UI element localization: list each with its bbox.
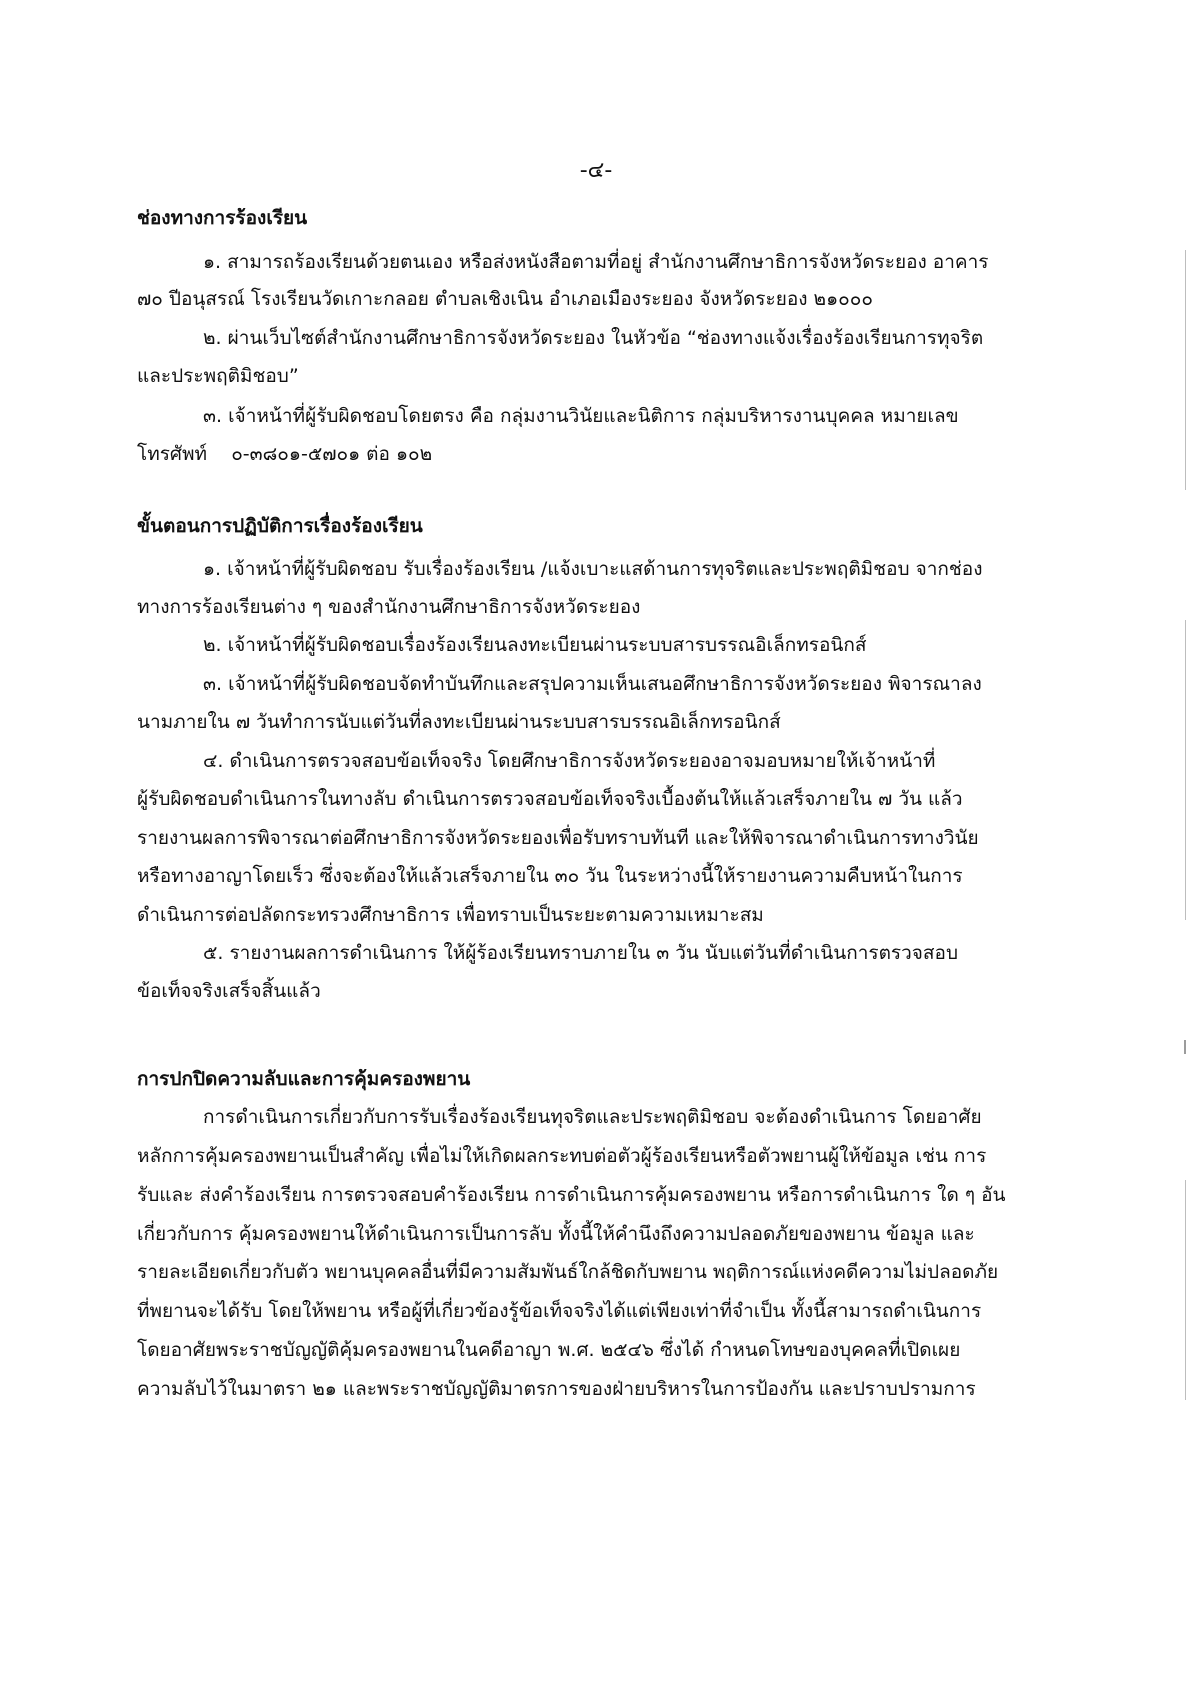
paragraph-line: ๑. สามารถร้องเรียนด้วยตนเอง หรือส่งหนังสือตามที่อยู่ สำนักงานศึกษาธิการจังหวัดระยอง อาคาร: [203, 251, 989, 273]
paragraph-line: ที่พยานจะได้รับ โดยให้พยาน หรือผู้ที่เกี่ยวข้องรู้ข้อเท็จจริงได้แต่เพียงเท่าที่จำเป็น ทั้งนี้สามารถดำเนินการ: [137, 1300, 982, 1322]
paragraph-line: ๑. เจ้าหน้าที่ผู้รับผิดชอบ รับเรื่องร้องเรียน /แจ้งเบาะแสด้านการทุจริตและประพฤติมิชอบ จากช่อง: [203, 558, 983, 580]
scan-edge-mark: [1184, 1040, 1186, 1054]
paragraph-line: เกี่ยวกับการ คุ้มครองพยานให้ดำเนินการเป็นการลับ ทั้งนี้ให้คำนึงถึงความปลอดภัยของพยาน ข้อมูล และ: [137, 1223, 975, 1245]
paragraph-line: ๒. เจ้าหน้าที่ผู้รับผิดชอบเรื่องร้องเรียนลงทะเบียนผ่านระบบสารบรรณอิเล็กทรอนิกส์: [203, 634, 867, 656]
paragraph-line: นามภายใน ๗ วันทำการนับแต่วันที่ลงทะเบียนผ่านระบบสารบรรณอิเล็กทรอนิกส์: [137, 711, 781, 733]
paragraph-line: ๒. ผ่านเว็บไซต์สำนักงานศึกษาธิการจังหวัดระยอง ในหัวข้อ “ช่องทางแจ้งเรื่องร้องเรียนการทุจริต: [203, 327, 984, 349]
paragraph-line: รายงานผลการพิจารณาต่อศึกษาธิการจังหวัดระยองเพื่อรับทราบทันที และให้พิจารณาดำเนินการทางวินัย: [137, 827, 979, 849]
paragraph-line: ความลับไว้ในมาตรา ๒๑ และพระราชบัญญัติมาตรการของฝ่ายบริหารในการป้องกัน และปราบปรามการ: [137, 1378, 976, 1400]
section-heading: การปกปิดความลับและการคุ้มครองพยาน: [137, 1068, 471, 1090]
paragraph-line: ๗๐ ปีอนุสรณ์ โรงเรียนวัดเกาะกลอย ตำบลเชิงเนิน อำเภอเมืองระยอง จังหวัดระยอง ๒๑๐๐๐: [137, 288, 873, 310]
scan-edge-line: [1185, 620, 1186, 920]
paragraph-line: ทางการร้องเรียนต่าง ๆ ของสำนักงานศึกษาธิการจังหวัดระยอง: [137, 596, 641, 618]
paragraph-line: ข้อเท็จจริงเสร็จสิ้นแล้ว: [137, 980, 321, 1002]
paragraph-line: ดำเนินการต่อปลัดกระทรวงศึกษาธิการ เพื่อทราบเป็นระยะตามความเหมาะสม: [137, 904, 764, 926]
paragraph-line: ๓. เจ้าหน้าที่ผู้รับผิดชอบจัดทำบันทึกและสรุปความเห็นเสนอศึกษาธิการจังหวัดระยอง พิจารณาลง: [203, 673, 982, 695]
paragraph-line: หลักการคุ้มครองพยานเป็นสำคัญ เพื่อไม่ให้เกิดผลกระทบต่อตัวผู้ร้องเรียนหรือตัวพยานผู้ให้ข้อมูล เช่น การ: [137, 1145, 987, 1167]
paragraph-line: ผู้รับผิดชอบดำเนินการในทางลับ ดำเนินการตรวจสอบข้อเท็จจริงเบื้องต้นให้แล้วเสร็จภายใน ๗ วัน แล้ว: [137, 788, 963, 810]
section-heading: ขั้นตอนการปฏิบัติการเรื่องร้องเรียน: [137, 515, 423, 537]
paragraph-line: และประพฤติมิชอบ”: [137, 365, 299, 387]
paragraph-line: การดำเนินการเกี่ยวกับการรับเรื่องร้องเรียนทุจริตและประพฤติมิชอบ จะต้องดำเนินการ โดยอาศัย: [203, 1106, 982, 1128]
paragraph-line: หรือทางอาญาโดยเร็ว ซึ่งจะต้องให้แล้วเสร็จภายใน ๓๐ วัน ในระหว่างนี้ให้รายงานความคืบหน้าในการ: [137, 865, 963, 887]
section-heading: ช่องทางการร้องเรียน: [137, 207, 308, 229]
scan-edge-line: [1185, 1180, 1186, 1400]
paragraph-line: ๕. รายงานผลการดำเนินการ ให้ผู้ร้องเรียนทราบภายใน ๓ วัน นับแต่วันที่ดำเนินการตรวจสอบ: [203, 942, 958, 964]
scan-edge-line: [1185, 250, 1186, 490]
page-number: -๔-: [579, 158, 613, 183]
paragraph-line: ๔. ดำเนินการตรวจสอบข้อเท็จจริง โดยศึกษาธิการจังหวัดระยองอาจมอบหมายให้เจ้าหน้าที่: [203, 750, 936, 772]
paragraph-line: ๓. เจ้าหน้าที่ผู้รับผิดชอบโดยตรง คือ กลุ่มงานวินัยและนิติการ กลุ่มบริหารงานบุคคล หมายเลข: [203, 405, 959, 427]
paragraph-line: รับและ ส่งคำร้องเรียน การตรวจสอบคำร้องเรียน การดำเนินการคุ้มครองพยาน หรือการดำเนินการ ใด ๆ อัน: [137, 1184, 1006, 1206]
paragraph-line: โดยอาศัยพระราชบัญญัติคุ้มครองพยานในคดีอาญา พ.ศ. ๒๕๔๖ ซึ่งได้ กำหนดโทษของบุคคลที่เปิดเผย: [137, 1339, 961, 1361]
phone-line: โทรศัพท์ ๐-๓๘๐๑-๕๗๐๑ ต่อ ๑๐๒: [137, 443, 433, 465]
paragraph-line: รายละเอียดเกี่ยวกับตัว พยานบุคคลอื่นที่มีความสัมพันธ์ใกล้ชิดกับพยาน พฤติการณ์แห่งคดีความไม่ปลอดภัย: [137, 1261, 999, 1283]
